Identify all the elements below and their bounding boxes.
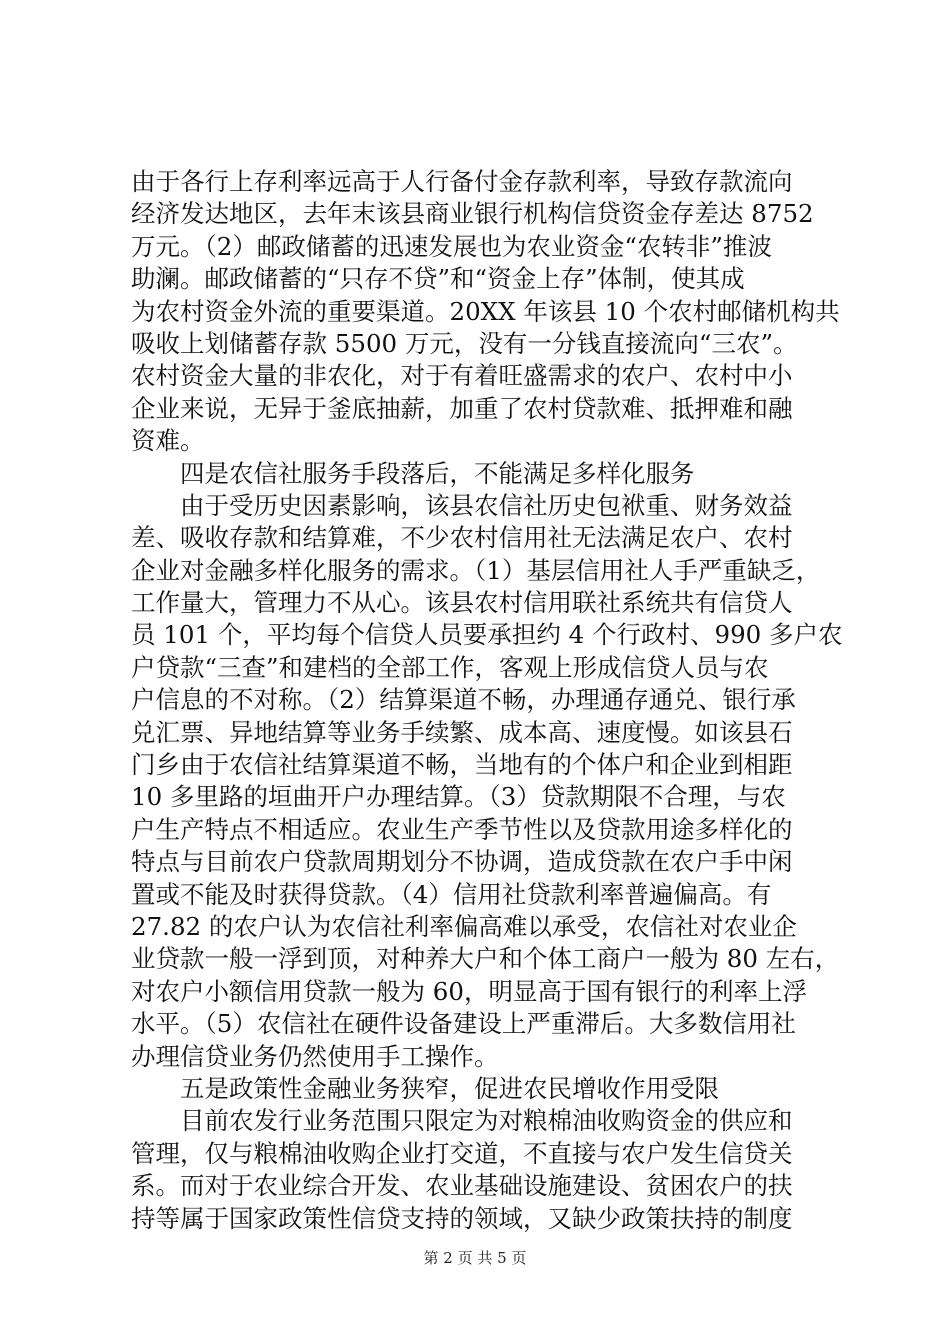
text-line: 农村资金大量的非农化，对于有着旺盛需求的农户、农村中小 bbox=[131, 361, 793, 391]
text-line: 吸收上划储蓄存款 5500 万元，没有一分钱直接流向“三农”。 bbox=[131, 328, 798, 358]
text-line: 经济发达地区，去年末该县商业银行机构信贷资金存差达 8752 bbox=[131, 199, 814, 229]
body-text bbox=[131, 166, 843, 1235]
text-line: 资难。 bbox=[131, 426, 205, 456]
text-line: 持等属于国家政策性信贷支持的领域，又缺少政策扶持的制度 bbox=[131, 1203, 793, 1233]
text-line: 户生产特点不相适应。农业生产季节性以及贷款用途多样化的 bbox=[131, 814, 793, 844]
text-line: 特点与目前农户贷款周期划分不协调，造成贷款在农户手中闲 bbox=[131, 847, 793, 877]
text-line: 置或不能及时获得贷款。（4）信用社贷款利率普遍偏高。有 bbox=[131, 879, 772, 909]
text-line: 户信息的不对称。（2）结算渠道不畅，办理通存通兑、银行承 bbox=[131, 685, 796, 715]
text-line: 27.82 的农户认为农信社利率偏高难以承受，农信社对农业企 bbox=[131, 911, 797, 941]
text-line: 管理，仅与粮棉油收购企业打交道，不直接与农户发生信贷关 bbox=[131, 1138, 793, 1168]
text-line: 万元。（2）邮政储蓄的迅速发展也为农业资金“农转非”推波 bbox=[131, 231, 772, 261]
text-line: 差、吸收存款和结算难，不少农村信用社无法满足农户、农村 bbox=[131, 523, 793, 553]
text-line: 兑汇票、异地结算等业务手续繁、成本高、速度慢。如该县石 bbox=[131, 717, 793, 747]
text-line: 10 多里路的垣曲开户办理结算。（3）贷款期限不合理，与农 bbox=[131, 782, 786, 812]
text-line: 为农村资金外流的重要渠道。20XX 年该县 10 个农村邮储机构共 bbox=[131, 296, 840, 326]
text-line: 员 101 个，平均每个信贷人员要承担约 4 个行政村、990 多户农 bbox=[131, 620, 843, 650]
text-line: 目前农发行业务范围只限定为对粮棉油收购资金的供应和 bbox=[131, 1106, 793, 1136]
text-line: 业贷款一般一浮到顶，对种养大户和个体工商户一般为 80 左右， bbox=[131, 944, 840, 974]
page-footer: 第 2 页 共 5 页 bbox=[423, 1249, 527, 1267]
text-line: 办理信贷业务仍然使用手工操作。 bbox=[131, 1041, 499, 1071]
text-line: 户贷款“三查”和建档的全部工作，客观上形成信贷人员与农 bbox=[131, 652, 769, 682]
text-line: 助澜。邮政储蓄的“只存不贷”和“资金上存”体制，使其成 bbox=[131, 264, 745, 294]
text-line: 工作量大，管理力不从心。该县农村信用联社系统共有信贷人 bbox=[131, 588, 793, 618]
text-line: 企业对金融多样化服务的需求。（1）基层信用社人手严重缺乏， bbox=[131, 555, 821, 585]
text-line: 系。而对于农业综合开发、农业基础设施建设、贫困农户的扶 bbox=[131, 1171, 793, 1201]
text-line: 五是政策性金融业务狭窄，促进农民增收作用受限 bbox=[131, 1073, 719, 1103]
text-line: 水平。（5）农信社在硬件设备建设上严重滞后。大多数信用社 bbox=[131, 1009, 796, 1039]
text-line: 四是农信社服务手段落后，不能满足多样化服务 bbox=[131, 458, 695, 488]
text-line: 门乡由于农信社结算渠道不畅，当地有的个体户和企业到相距 bbox=[131, 750, 793, 780]
text-line: 对农户小额信用贷款一般为 60，明显高于国有银行的利率上浮 bbox=[131, 976, 807, 1006]
text-line: 企业来说，无异于釜底抽薪，加重了农村贷款难、抵押难和融 bbox=[131, 393, 793, 423]
text-line: 由于各行上存利率远高于人行备付金存款利率，导致存款流向 bbox=[131, 167, 793, 196]
text-line: 由于受历史因素影响，该县农信社历史包袱重、财务效益 bbox=[131, 490, 793, 520]
